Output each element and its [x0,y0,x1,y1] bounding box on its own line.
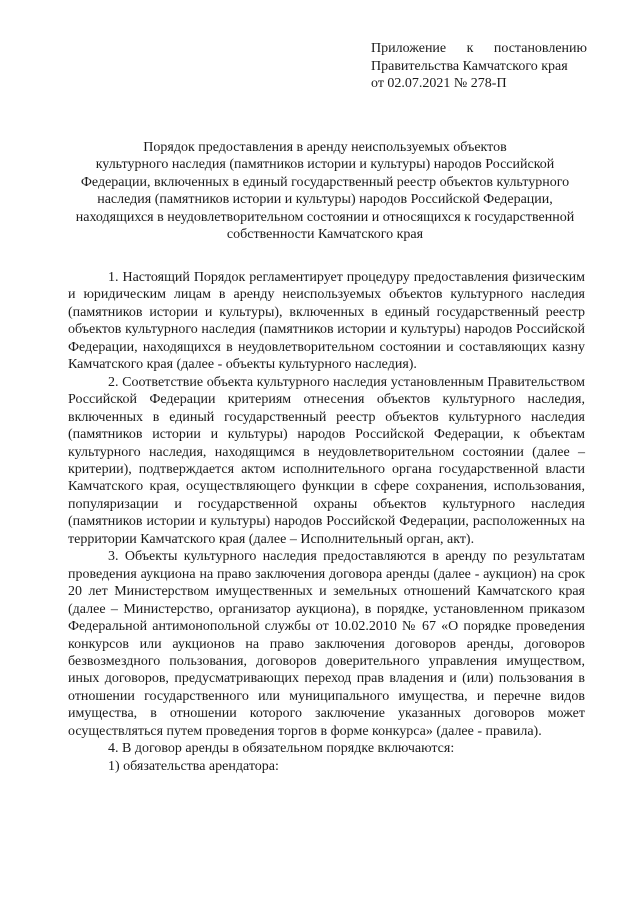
title-line-3: Федерации, включенных в единый государственный реестр объектов культурного [80,174,570,190]
paragraph-2: 2. Соответствие объекта культурного наследия установленным Правительством Российской Федерации критериям отнесения объектов культурного наследия, включенных в единый государственный реестр объектов культурного наследия (памятников истории и культуры) народов Российской Федерации, к объектам культурного наследия, находящимся в неудовлетворительном состоянии (далее – критерии), подтверждается актом исполнительного органа государственной власти Камчатского края, осуществляющего функции в сфере сохранения, использования, популяризации и государственной охраны объектов культурного наследия (памятников истории и культуры) народов Российской Федерации, расположенных на территории Камчатского края (далее – Исполнительный орган, акт). [68,374,585,547]
appendix-line-1: Приложение к постановлению [371,41,587,56]
title-line-6: собственности Камчатского края [226,227,424,243]
paragraph-1: 1. Настоящий Порядок регламентирует процедуру предоставления физическим и юридическим лицам в аренду неиспользуемых объектов культурного наследия (памятников истории и культуры), включенных в единый государственный реестр объектов культурного наследия (памятников истории и культуры) народов Российской Федерации, находящихся в неудовлетворительном состоянии и составляющих казну Камчатского края (далее - объекты культурного наследия). [68,270,585,373]
title-line-2: культурного наследия (памятников истории и культуры) народов Российской [95,157,555,173]
appendix-block [371,40,587,93]
document-title [60,139,590,243]
paragraph-5: 1) обязательства арендатора: [108,758,279,774]
title-line-4: наследия (памятников истории и культуры) народов Российской Федерации, [97,192,553,208]
paragraph-3: 3. Объекты культурного наследия предоставляются в аренду по результатам проведения аукциона на право заключения договора аренды (далее - аукцион) на срок 20 лет Министерством имущественных и земельных отношений Камчатского края (далее – Министерство, организатор аукциона), в порядке, установленном приказом Федеральной антимонопольной службы от 10.02.2010 № 67 «О порядке проведения конкурсов или аукционов на право заключения договоров аренды, договоров безвозмездного пользования, договоров доверительного управления имуществом, иных договоров, предусматривающих переход прав владения и (или) пользования в отношении государственного или муниципального имущества, и перечне видов имущества, в отношении которого заключение указанных договоров может осуществляться путем проведения торгов в форме конкурса» (далее - правила). [68,549,585,739]
title-line-5: находящихся в неудовлетворительном состоянии и относящихся к государственной [75,209,575,225]
document-body [68,269,585,775]
title-line-1: Порядок предоставления в аренду неиспользуемых объектов [143,140,507,155]
appendix-line-3: от 02.07.2021 № 278-П [371,76,507,91]
appendix-line-2: Правительства Камчатского края [371,58,568,74]
paragraph-4: 4. В договор аренды в обязательном порядке включаются: [108,741,455,757]
